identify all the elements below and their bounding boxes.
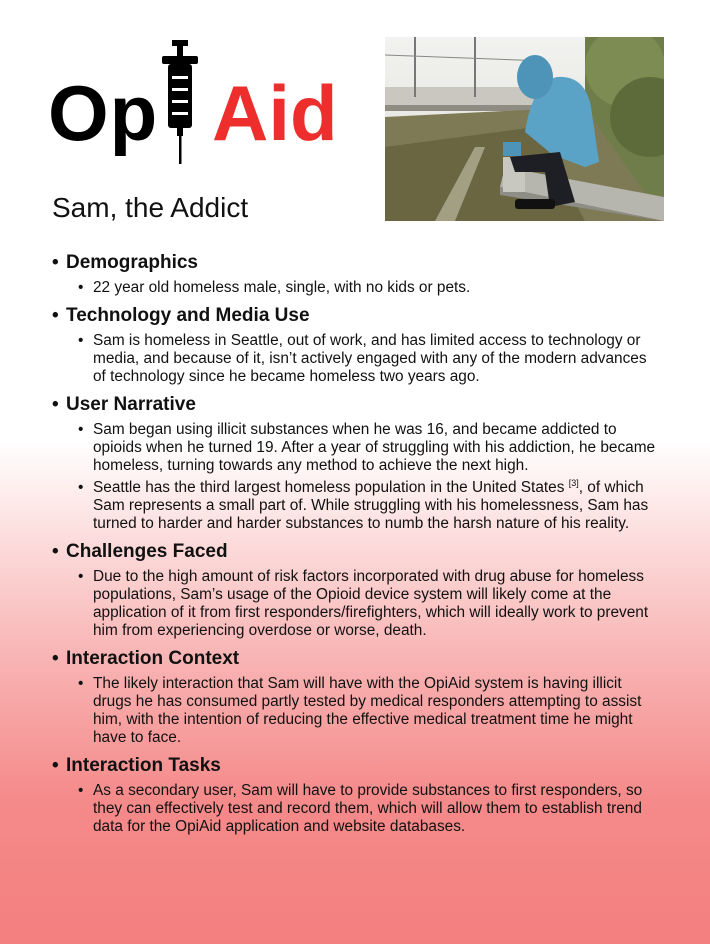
persona-title: Sam, the Addict — [52, 192, 249, 223]
section-interaction-tasks: • Interaction Tasks • As a secondary user, Sam will have to provide substances to first responders, so they can effectively test and record them, which will allow them to establish trend data for the OpiAid application and website databases. — [52, 753, 662, 836]
section-challenges: • Challenges Faced • Due to the high amount of risk factors incorporated with drug abuse for homeless populations, Sam’s usage of the Opioid device system will likely come at the application of it from first responders/firefighters, which will ideally work to prevent him from experiencing overdose or worse, death. — [52, 539, 662, 640]
list-item: • Sam is homeless in Seattle, out of work, and has limited access to technology or media, and because of it, isn’t actively engaged with any of the modern advances of technology since he became homeless two years ago. — [78, 332, 662, 386]
citation-ref: [3] — [568, 477, 579, 488]
section-demographics: • Demographics • 22 year old homeless male, single, with no kids or pets. — [52, 250, 662, 297]
logo-text-op: Op — [48, 69, 159, 157]
section-user-narrative: • User Narrative • Sam began using illicit substances when he was 16, and became addicted to opioids when he turned 19. After a year of struggling with his addiction, he became homeless, turning towards any method to achieve the next high. • Seattle has the third largest homeless population in the United States [3], of which Sam represents a small part of. While struggling with his homelessness, Sam has turned to harder and harder substances to numb the harsh nature of his reality. — [52, 392, 662, 533]
section-interaction-context: • Interaction Context • The likely interaction that Sam will have with the OpiAid system is having illicit drugs he has consumed partly tested by medical responders attempting to assist him, with the intention of reducing the effective medical treatment time he might have to face. — [52, 646, 662, 747]
section-technology: • Technology and Media Use • Sam is homeless in Seattle, out of work, and has limited access to technology or media, and because of it, isn’t actively engaged with any of the modern advances of technology since he became homeless two years ago. — [52, 303, 662, 386]
list-item — [78, 479, 662, 533]
list-item: • Due to the high amount of risk factors incorporated with drug abuse for homeless populations, Sam’s usage of the Opioid device system will likely come at the application of it from first responders/firefighters, which will ideally work to prevent him from experiencing overdose or worse, death. — [78, 568, 662, 640]
persona-photo — [385, 37, 664, 221]
syringe-icon — [158, 38, 202, 168]
list-item: • The likely interaction that Sam will have with the OpiAid system is having illicit drugs he has consumed partly tested by medical responders attempting to assist him, with the intention of reducing the effective medical treatment time he might have to face. — [78, 675, 662, 747]
opiaid-logo — [46, 38, 366, 168]
list-item-text: , of which Sam represents a small part of. While struggling with his homelessness, Sam has turned to harder and harder substances to numb the harsh nature of his reality. — [93, 479, 649, 532]
list-item: • 22 year old homeless male, single, with no kids or pets. — [78, 279, 662, 297]
section-heading: Technology and Media Use — [66, 305, 310, 326]
section-heading: Challenges Faced — [66, 541, 228, 562]
list-item: • Sam began using illicit substances when he was 16, and became addicted to opioids when he turned 19. After a year of struggling with his addiction, he became homeless, turning towards any method to achieve the next high. — [78, 421, 662, 475]
section-heading: Interaction Tasks — [66, 755, 221, 776]
list-item-text: Seattle has the third largest homeless population in the United States — [93, 479, 565, 496]
logo-text-aid: Aid — [212, 69, 338, 157]
list-item: • As a secondary user, Sam will have to provide substances to first responders, so they can effectively test and record them, which will allow them to establish trend data for the OpiAid application and website databases. — [78, 782, 662, 836]
persona-content — [52, 250, 662, 842]
section-heading: Demographics — [66, 252, 198, 273]
section-heading: User Narrative — [66, 394, 196, 415]
section-heading: Interaction Context — [66, 648, 240, 669]
